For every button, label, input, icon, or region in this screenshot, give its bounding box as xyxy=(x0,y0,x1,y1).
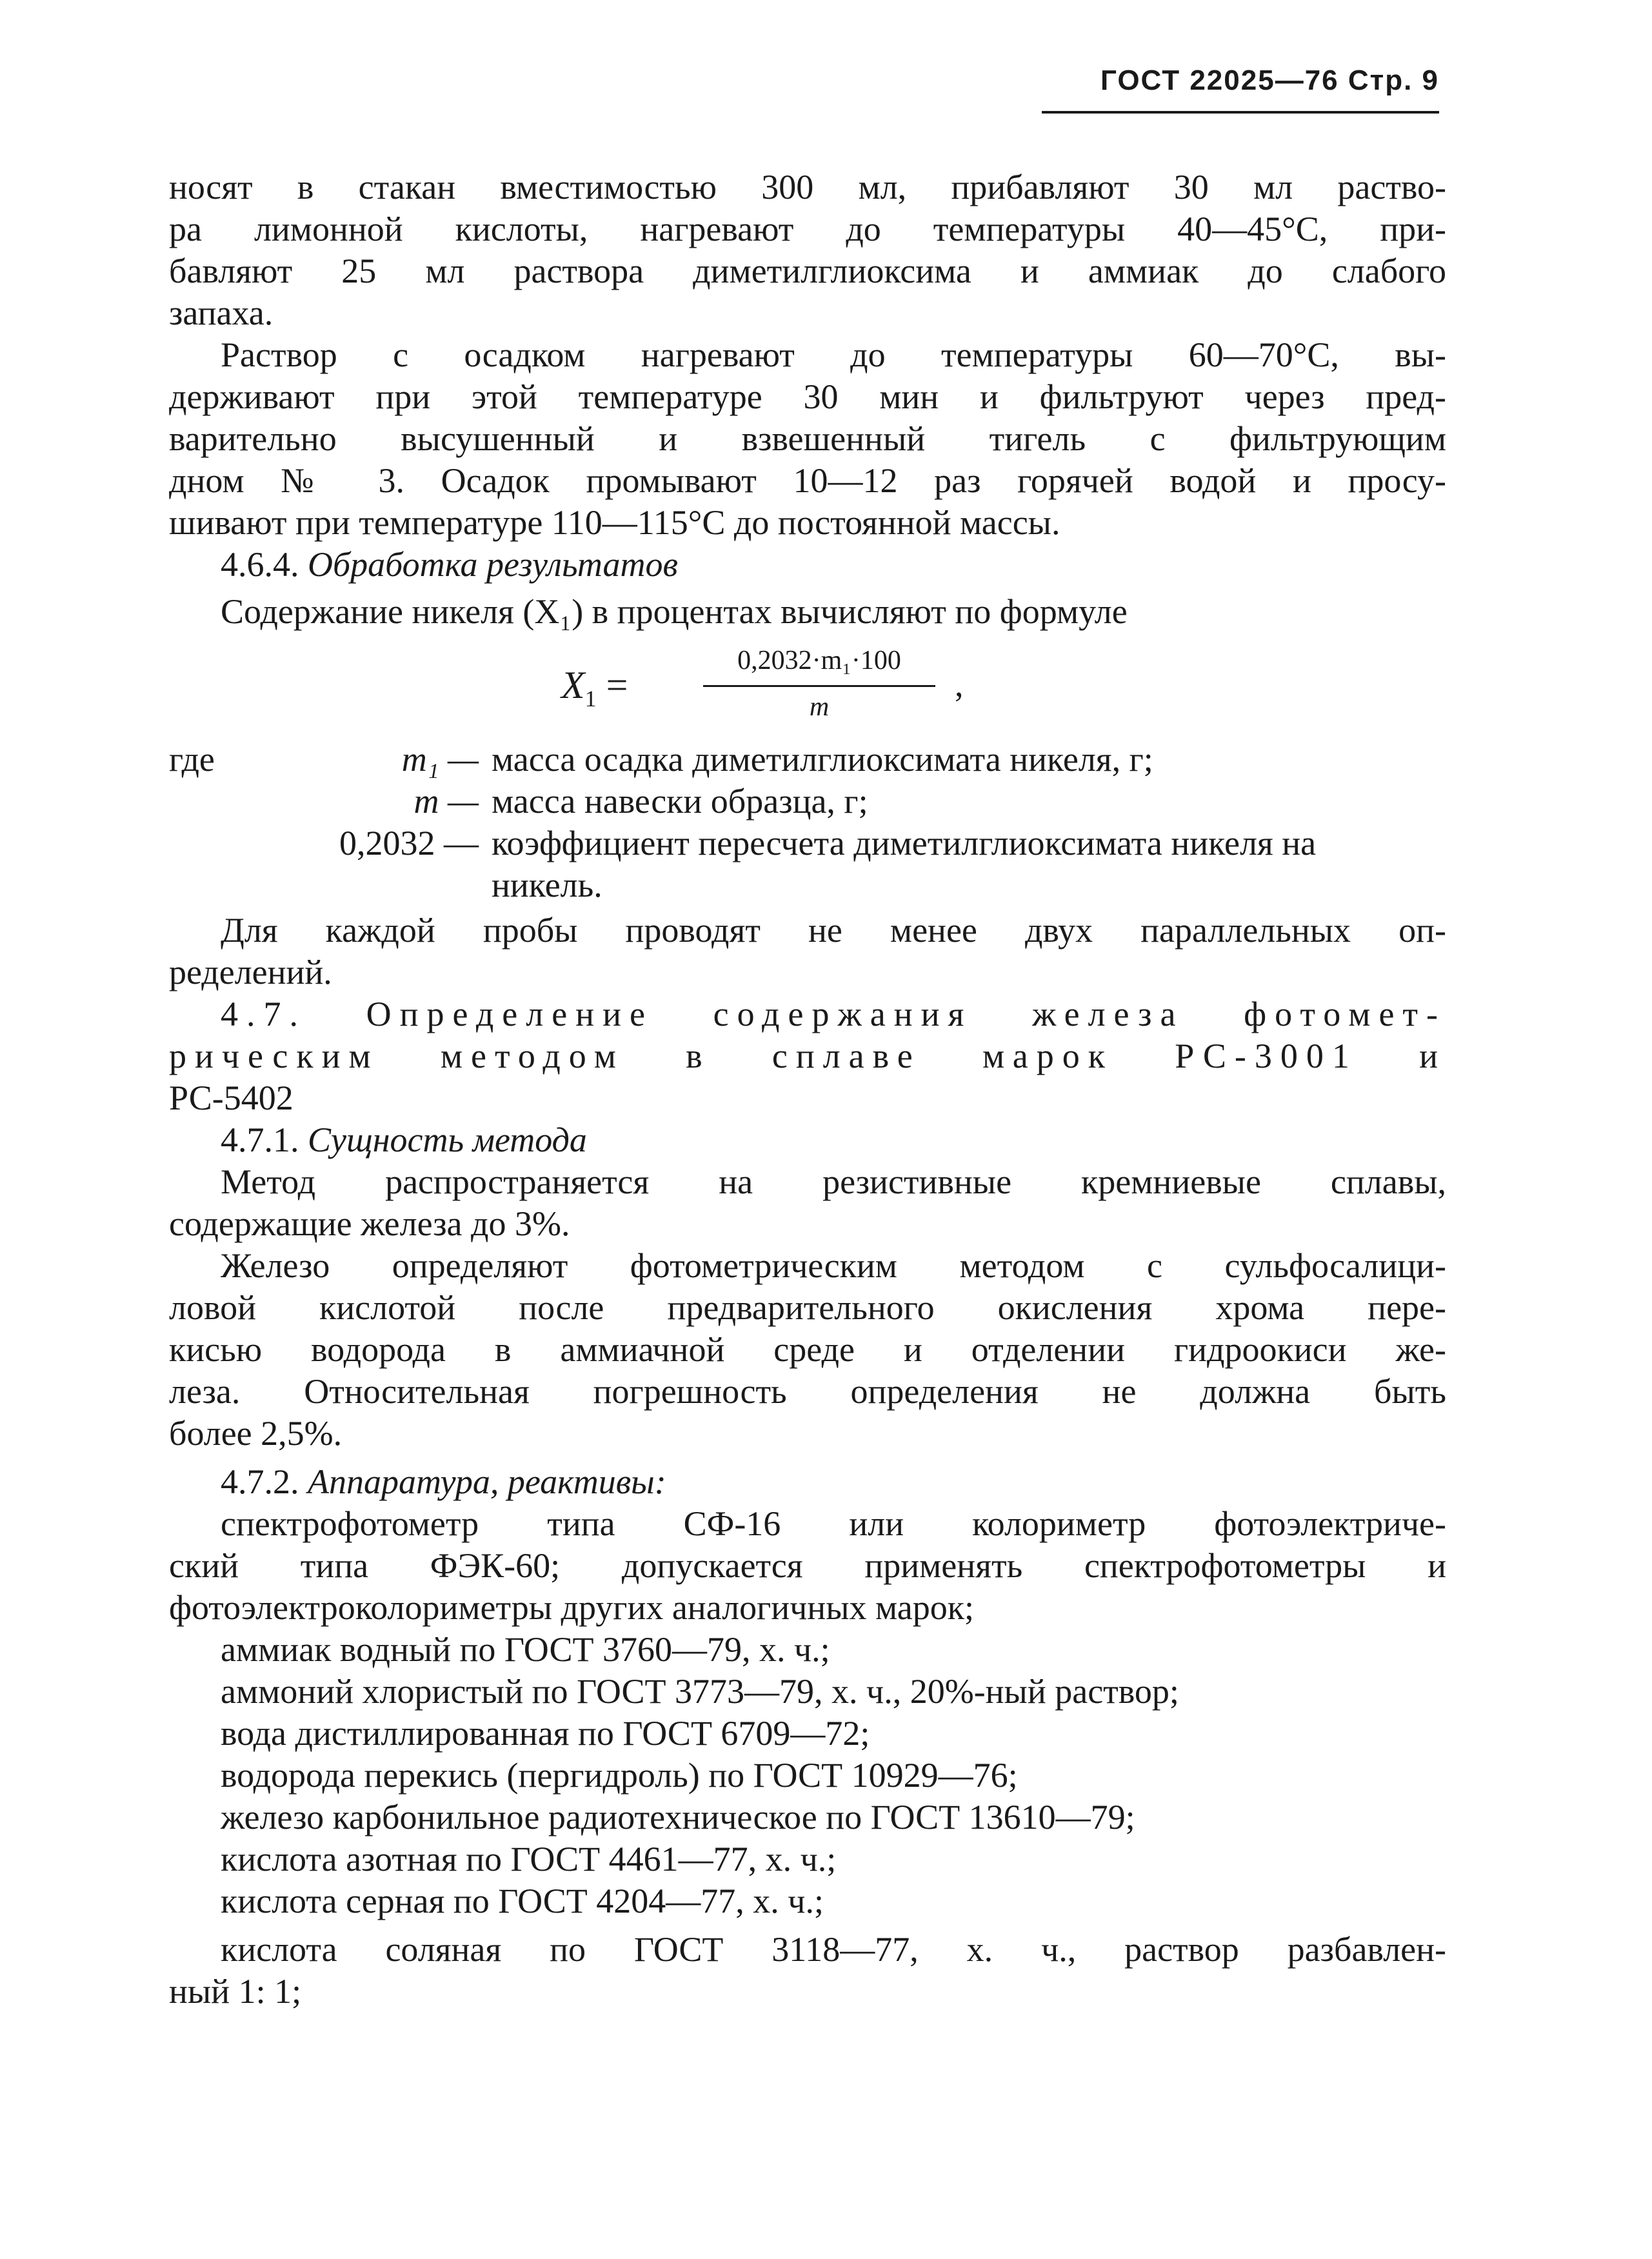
paragraph-line: шивают при температуре 110—115°С до постоянной массы. xyxy=(169,503,1060,542)
section-heading-4-7: рическим методом в сплаве марок РС-3001 и xyxy=(169,1037,1446,1075)
section-heading-4-7: 4.7. Определение содержания железа фотомет- xyxy=(221,995,1446,1033)
formula-intro: Содержание никеля (X₁) в процентах вычисляют по формуле xyxy=(221,592,1128,631)
section-title: Сущность метода xyxy=(308,1120,587,1159)
section-heading-4-6-4 xyxy=(169,544,1446,586)
paragraph-line: спектрофотометр типа СФ-16 или колориметр фотоэлектриче- xyxy=(221,1504,1446,1543)
section-number: 4.7.2. xyxy=(221,1462,299,1501)
paragraph-line: фотоэлектроколориметры других аналогичных марок; xyxy=(169,1588,974,1627)
definition-symbol: 0,2032 — xyxy=(339,824,479,862)
formula-denominator: m xyxy=(809,692,830,722)
reagent-item: кислота серная по ГОСТ 4204—77, х. ч.; xyxy=(221,1882,824,1920)
paragraph-line: запаха. xyxy=(169,294,274,332)
section-heading-4-7-2 xyxy=(169,1461,1446,1503)
paragraph-line: Для каждой пробы проводят не менее двух параллельных оп- xyxy=(221,911,1446,950)
section-number: 4.6.4. xyxy=(221,545,299,584)
paragraph-line: более 2,5%. xyxy=(169,1414,343,1453)
section-heading-4-7: РС-5402 xyxy=(169,1079,294,1117)
standard-number: ГОСТ 22025—76 xyxy=(1100,65,1339,96)
page-number: Стр. 9 xyxy=(1348,65,1439,96)
paragraph-line: ный 1: 1; xyxy=(169,1972,302,2011)
paragraph-line: Раствор с осадком нагревают до температуры 60—70°С, вы- xyxy=(221,335,1446,374)
section-title: Обработка результатов xyxy=(308,545,678,584)
reagent-item: аммиак водный по ГОСТ 3760—79, х. ч.; xyxy=(221,1630,830,1669)
formula-lhs: $X_1$ = xyxy=(561,664,628,712)
definition-text: масса навески образца, г; xyxy=(492,782,868,821)
fraction-bar xyxy=(703,685,935,687)
paragraph-line: бавляют 25 мл раствора диметилглиоксима и аммиак до слабого xyxy=(169,252,1446,290)
section-number: 4.7.1. xyxy=(221,1120,299,1159)
paragraph-line: ределений. xyxy=(169,953,332,991)
definition-row xyxy=(169,822,1446,864)
reagent-item: железо карбонильное радиотехническое по ГОСТ 13610—79; xyxy=(221,1798,1135,1836)
definition-text: коэффициент пересчета диметилглиоксимата никеля на xyxy=(492,824,1317,862)
header-rule xyxy=(1042,111,1439,114)
reagent-item: аммоний хлористый по ГОСТ 3773—79, х. ч., 20%-ный раствор; xyxy=(221,1672,1179,1711)
paragraph-line: кисью водорода в аммиачной среде и отделении гидроокиси же- xyxy=(169,1330,1446,1369)
paragraph-line: Железо определяют фотометрическим методом с сульфосалици- xyxy=(221,1246,1446,1285)
formula-trail: , xyxy=(955,665,964,704)
formula-numerator: 0,2032·m₁·100 xyxy=(737,646,901,675)
paragraph-line: Метод распространяется на резистивные кремниевые сплавы, xyxy=(221,1162,1446,1201)
definition-row xyxy=(169,739,1446,781)
definition-continuation: никель. xyxy=(492,866,602,904)
paragraph-line: варительно высушенный и взвешенный тигель с фильтрующим xyxy=(169,419,1446,458)
page-header xyxy=(1100,65,1439,97)
text-block-bottom xyxy=(169,910,1446,2013)
section-title: Аппаратура, реактивы: xyxy=(308,1462,666,1501)
paragraph-line: кислота соляная по ГОСТ 3118—77, х. ч., раствор разбавлен- xyxy=(221,1930,1446,1969)
formula xyxy=(561,645,1051,722)
reagent-item: кислота азотная по ГОСТ 4461—77, х. ч.; xyxy=(221,1840,837,1878)
definitions-list xyxy=(169,739,1446,906)
definition-text: масса осадка диметилглиоксимата никеля, г; xyxy=(492,740,1153,779)
definition-prefix: где xyxy=(169,740,215,779)
section-heading-4-7-1 xyxy=(169,1119,1446,1161)
definition-symbol: m — xyxy=(413,782,479,821)
paragraph-line: ра лимонной кислоты, нагревают до температуры 40—45°С, при- xyxy=(169,210,1446,248)
paragraph-line: дном № 3. Осадок промывают 10—12 раз горячей водой и просу- xyxy=(169,461,1446,500)
definition-row xyxy=(169,781,1446,822)
paragraph-line: носят в стакан вместимостью 300 мл, прибавляют 30 мл раство- xyxy=(169,168,1446,206)
paragraph-line: леза. Относительная погрешность определения не должна быть xyxy=(169,1372,1446,1411)
reagent-item: водорода перекись (пергидроль) по ГОСТ 10929—76; xyxy=(221,1756,1018,1795)
definition-row xyxy=(169,864,1446,906)
definition-symbol: m₁ — xyxy=(401,740,479,779)
paragraph-line: держивают при этой температуре 30 мин и фильтруют через пред- xyxy=(169,377,1446,416)
paragraph-line: содержащие железа до 3%. xyxy=(169,1204,570,1243)
paragraph-line: ский типа ФЭК-60; допускается применять спектрофотометры и xyxy=(169,1546,1446,1585)
reagent-item: вода дистиллированная по ГОСТ 6709—72; xyxy=(221,1714,870,1753)
paragraph-line: ловой кислотой после предварительного окисления хрома пере- xyxy=(169,1288,1446,1327)
text-block-top xyxy=(169,166,1446,633)
